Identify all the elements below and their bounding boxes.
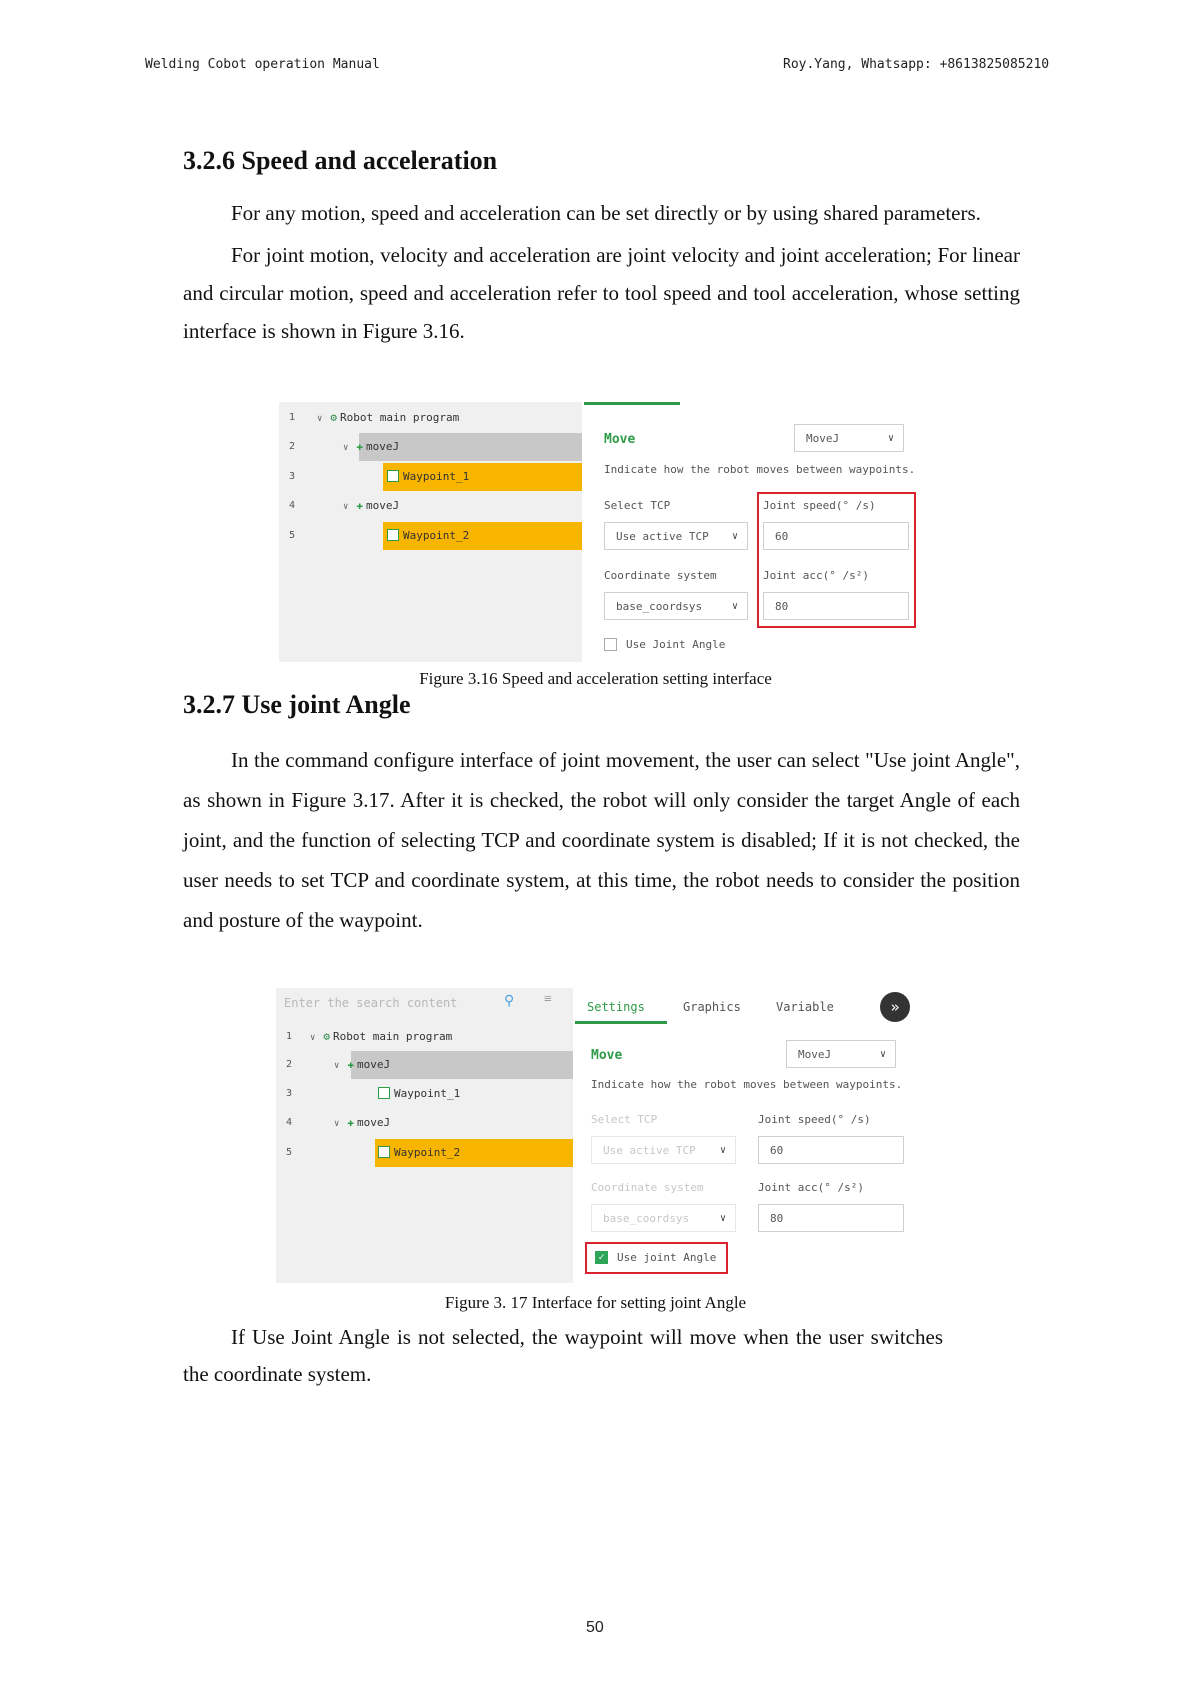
node-label: moveJ <box>357 1116 391 1129</box>
use-joint-angle-checkbox[interactable] <box>604 638 617 651</box>
waypoint-icon <box>378 1087 390 1099</box>
program-tree <box>276 988 573 1283</box>
move-icon: ✚ <box>347 1058 355 1071</box>
row-number: 2 <box>286 1059 293 1070</box>
move-icon: ✚ <box>356 499 364 512</box>
use-joint-angle-label: Use joint Angle <box>617 1251 717 1264</box>
paragraph: For any motion, speed and acceleration can be set directly or by using shared parameters. <box>231 201 981 225</box>
chevron-down-icon: ∨ <box>719 1145 726 1156</box>
chevron-down-icon: ∨ <box>731 601 738 612</box>
joint-speed-label: Joint speed(° /s) <box>763 499 876 512</box>
panel-description: Indicate how the robot moves between waypoints. <box>591 1078 903 1091</box>
tree-node <box>317 411 459 424</box>
tree-node <box>378 1146 460 1159</box>
panel-description: Indicate how the robot moves between waypoints. <box>604 463 916 476</box>
tree-node <box>387 529 469 542</box>
tree-node <box>343 499 399 512</box>
check-icon: ✓ <box>598 1252 605 1263</box>
robot-icon: ⚙ <box>330 411 338 424</box>
node-label: Waypoint_1 <box>394 1087 461 1100</box>
node-label: Waypoint_1 <box>403 470 470 483</box>
move-icon: ✚ <box>356 440 364 453</box>
section-327-body <box>183 740 1020 940</box>
chevron-down-icon: ∨ <box>343 443 349 453</box>
settings-panel <box>573 988 931 1283</box>
search-icon[interactable]: ⚲ <box>504 994 515 1009</box>
chevron-down-icon: ∨ <box>887 433 894 444</box>
chevron-down-icon: ∨ <box>731 531 738 542</box>
active-tab-indicator <box>575 1021 667 1024</box>
tree-row[interactable] <box>276 1139 573 1167</box>
tab-variable[interactable]: Variable <box>776 1000 834 1014</box>
joint-speed-label: Joint speed(° /s) <box>758 1113 871 1126</box>
row-number: 3 <box>286 1088 293 1099</box>
panel-title: Move <box>591 1048 623 1063</box>
select-tcp-label: Select TCP <box>591 1113 658 1126</box>
paragraph: If Use Joint Angle is not selected, the waypoint will move when the user switches the coordinate system. <box>183 1325 943 1386</box>
select-value: MoveJ <box>806 432 840 445</box>
joint-acc-input[interactable]: 80 <box>758 1204 904 1232</box>
use-joint-angle-label: Use Joint Angle <box>626 638 726 651</box>
move-type-select[interactable] <box>786 1040 896 1068</box>
page-number: 50 <box>586 1619 604 1636</box>
tree-row[interactable] <box>276 1109 573 1137</box>
row-number: 1 <box>289 412 296 423</box>
move-icon: ✚ <box>347 1116 355 1129</box>
tcp-select[interactable] <box>591 1136 736 1164</box>
coordinate-system-label: Coordinate system <box>591 1181 704 1194</box>
paragraph: For joint motion, velocity and acceleration are joint velocity and joint acceleration; For linear and circular motion, speed and acceleration refer to tool speed and tool acceleration, whose setting interface is shown in Figure 3.16. <box>183 243 1020 343</box>
select-value: base_coordsys <box>603 1212 690 1225</box>
node-label: Waypoint_2 <box>403 529 470 542</box>
settings-panel <box>582 402 933 662</box>
row-number: 5 <box>286 1147 293 1158</box>
figure-3-17 <box>276 988 931 1283</box>
tree-node <box>378 1087 460 1100</box>
select-tcp-label: Select TCP <box>604 499 671 512</box>
program-tree <box>279 402 582 662</box>
header-left: Welding Cobot operation Manual <box>145 57 380 72</box>
robot-icon: ⚙ <box>323 1030 331 1043</box>
tree-row[interactable] <box>276 1080 573 1108</box>
tab-settings[interactable]: Settings <box>587 1000 645 1014</box>
coordinate-system-select[interactable] <box>604 592 748 620</box>
active-tab-indicator <box>584 402 680 405</box>
select-value: Use active TCP <box>616 530 709 543</box>
coordinate-system-label: Coordinate system <box>604 569 717 582</box>
joint-acc-label: Joint acc(° /s²) <box>763 569 869 582</box>
highlight-box <box>757 492 916 628</box>
panel-title: Move <box>604 432 636 447</box>
closing-body <box>183 1319 943 1393</box>
row-number: 4 <box>289 500 296 511</box>
search-input[interactable]: Enter the search content <box>284 996 458 1010</box>
tree-node <box>387 470 469 483</box>
tab-graphics[interactable]: Graphics <box>683 1000 741 1014</box>
row-number: 5 <box>289 530 296 541</box>
collapse-icon[interactable]: ≡ <box>544 992 552 1007</box>
header-right: Roy.Yang, Whatsapp: +8613825085210 <box>783 57 1050 72</box>
row-number: 3 <box>289 471 296 482</box>
select-value: MoveJ <box>798 1048 832 1061</box>
tree-row[interactable] <box>279 404 582 432</box>
tree-row[interactable] <box>279 492 582 520</box>
section-326-body <box>183 194 1020 350</box>
node-label: moveJ <box>366 440 400 453</box>
paragraph: In the command configure interface of joint movement, the user can select "Use joint Angle", as shown in Figure 3.17. After it is checked, the robot will only consider the target Angle of each joint, and the function of selecting TCP and coordinate system is disabled; If it is not checked, the user needs to set TCP and coordinate system, at this time, the robot needs to consider the position and posture of the waypoint. <box>183 748 1020 932</box>
node-label: Waypoint_2 <box>394 1146 461 1159</box>
tree-row[interactable] <box>276 1051 573 1079</box>
figure-3-16 <box>279 402 933 662</box>
select-value: Use active TCP <box>603 1144 696 1157</box>
node-label: moveJ <box>357 1058 391 1071</box>
figure-caption: Figure 3.16 Speed and acceleration setting interface <box>419 669 772 688</box>
tree-row[interactable] <box>279 522 582 550</box>
joint-speed-input[interactable]: 60 <box>763 522 909 550</box>
waypoint-icon <box>387 529 399 541</box>
chevron-down-icon: ∨ <box>334 1061 340 1071</box>
joint-acc-label: Joint acc(° /s²) <box>758 1181 864 1194</box>
tree-row[interactable] <box>279 463 582 491</box>
waypoint-icon <box>387 470 399 482</box>
chevron-down-icon: ∨ <box>879 1049 886 1060</box>
section-title-327: 3.2.7 Use joint Angle <box>183 690 411 719</box>
node-label: Robot main program <box>333 1030 453 1043</box>
section-title-326: 3.2.6 Speed and acceleration <box>183 146 498 175</box>
figure-caption: Figure 3. 17 Interface for setting joint Angle <box>444 1293 747 1312</box>
node-label: moveJ <box>366 499 400 512</box>
chevron-down-icon: ∨ <box>334 1119 340 1129</box>
chevron-down-icon: ∨ <box>719 1213 726 1224</box>
coordinate-system-select[interactable] <box>591 1204 736 1232</box>
tree-node <box>334 1116 390 1129</box>
tree-node <box>310 1030 452 1043</box>
row-number: 4 <box>286 1117 293 1128</box>
tree-row[interactable] <box>279 433 582 461</box>
tree-node <box>334 1058 390 1071</box>
chevron-down-icon: ∨ <box>343 502 349 512</box>
tree-node <box>343 440 399 453</box>
row-number: 2 <box>289 441 296 452</box>
use-joint-angle-checkbox[interactable] <box>595 1251 608 1264</box>
joint-speed-input[interactable]: 60 <box>758 1136 904 1164</box>
waypoint-icon <box>378 1146 390 1158</box>
move-type-select[interactable] <box>794 424 904 452</box>
select-value: base_coordsys <box>616 600 703 613</box>
tree-row[interactable] <box>276 1023 573 1051</box>
node-label: Robot main program <box>340 411 460 424</box>
joint-acc-input[interactable]: 80 <box>763 592 909 620</box>
row-number: 1 <box>286 1031 293 1042</box>
chevron-down-icon: ∨ <box>317 414 323 424</box>
tcp-select[interactable] <box>604 522 748 550</box>
chevron-down-icon: ∨ <box>310 1033 316 1043</box>
expand-icon[interactable]: » <box>880 992 910 1022</box>
